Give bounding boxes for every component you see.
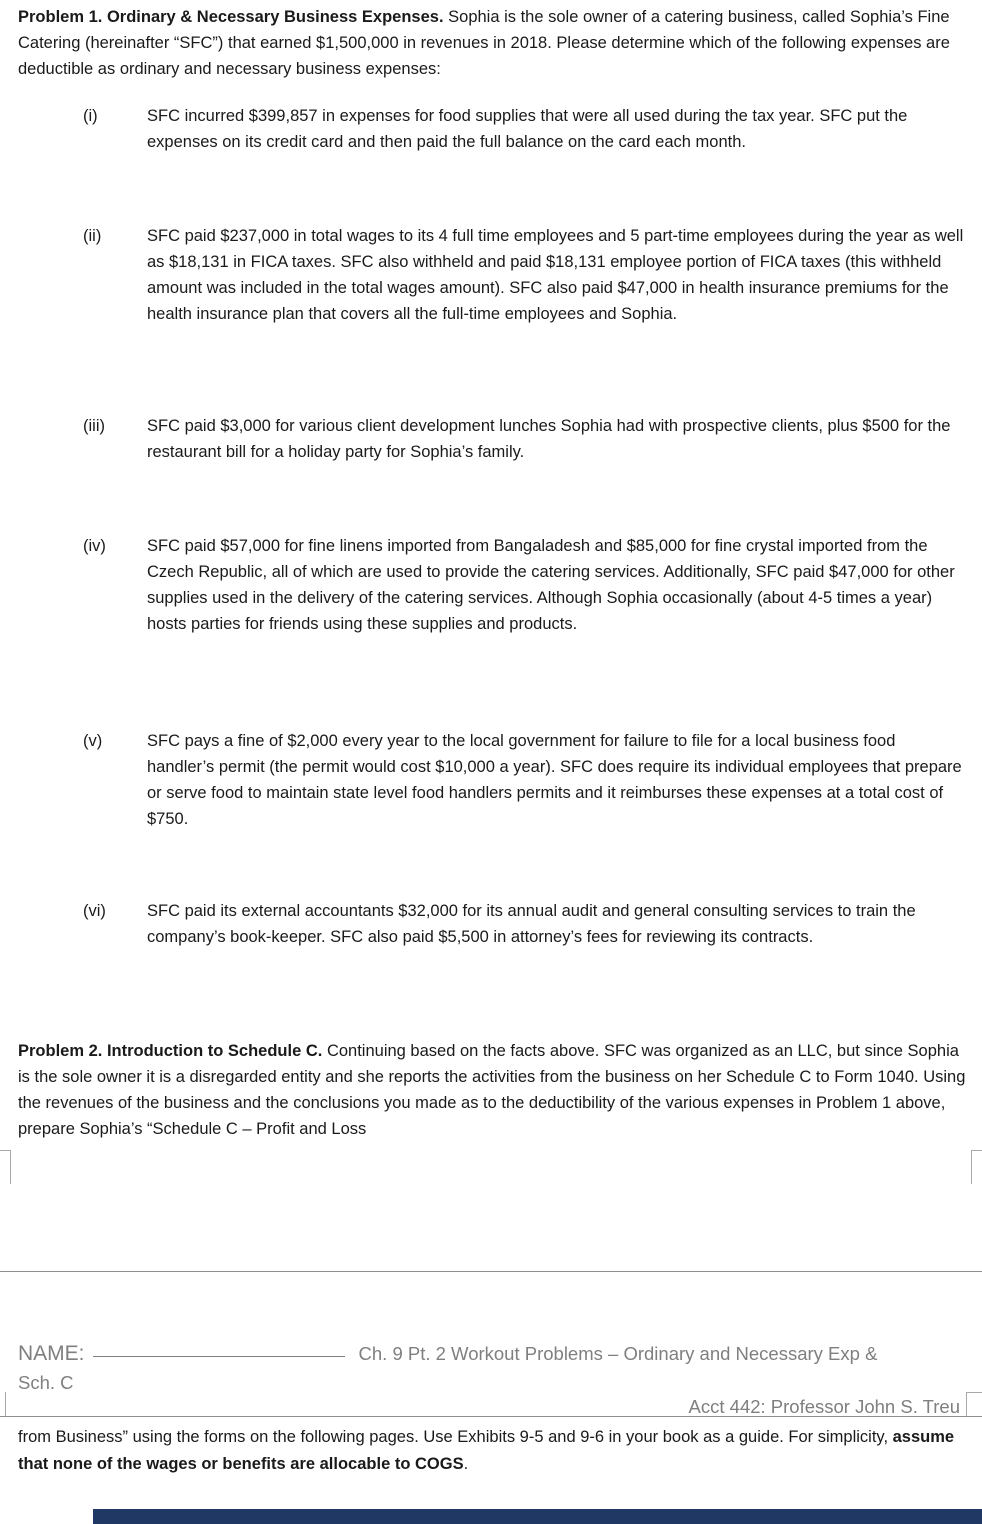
crop-mark-left-vertical	[10, 1150, 11, 1184]
list-item-vi-text: SFC paid its external accountants $32,000 for its annual audit and general consulting services to train the company’s book-keeper. SFC also paid $5,500 in attorney’s fees for reviewing its contracts.	[147, 902, 916, 946]
crop-mark-bottom-right-horizontal	[966, 1392, 982, 1393]
list-item-ii-text: SFC paid $237,000 in total wages to its 4 full time employees and 5 part-time employees during the year as well as $18,131 in FICA taxes. SFC also withheld and paid $18,131 employee portion of FICA taxes (this withheld amount was included in the total wages amount). SFC also paid $47,000 in health insurance premiums for the health insurance plan that covers all the full-time employees and Sophia.	[147, 227, 964, 323]
page-divider-line	[0, 1271, 982, 1272]
list-item-iii-text: SFC paid $3,000 for various client development lunches Sophia had with prospective clients, plus $500 for the restaurant bill for a holiday party for Sophia’s family.	[147, 417, 951, 461]
list-item-v-text: SFC pays a fine of $2,000 every year to the local government for failure to file for a local business food handler’s permit (the permit would cost $10,000 a year). SFC does require its individual employees that prepare or serve food to maintain state level food handlers permits and it reimburses these expenses at a total cost of $750.	[147, 732, 962, 828]
problem2-title: Problem 2. Introduction to Schedule C.	[18, 1042, 323, 1060]
list-item-vi-label: (vi)	[83, 902, 106, 920]
problem1-paragraph	[18, 4, 966, 82]
list-item-ii-label: (ii)	[83, 227, 102, 245]
list-item-iv	[83, 533, 965, 637]
next-page-table-header-bar	[93, 1509, 982, 1524]
list-item-v-label: (v)	[83, 732, 103, 750]
problem2-intro: Continuing based on the facts above. SFC was organized as an LLC, but since Sophia is the sole owner it is a disregarded entity and she reports the activities from the business on her Schedule C to Form 1040. Using the revenues of the business and the conclusions you made as to the deductibility of the various expenses in Problem 1 above, prepare Sophia’s “Schedule C – Profit and Loss	[18, 1042, 966, 1138]
crop-mark-left-horizontal	[0, 1150, 10, 1151]
problem1-title: Problem 1. Ordinary & Necessary Business Expenses.	[18, 8, 444, 26]
footer-divider-line	[0, 1416, 982, 1417]
list-item-i-label: (i)	[83, 107, 98, 125]
list-item-iii-label: (iii)	[83, 417, 105, 435]
problem1-intro: Sophia is the sole owner of a catering business, called Sophia’s Fine Catering (hereinafter “SFC”) that earned $1,500,000 in revenues in 2018. Please determine which of the following expenses are deductible as ordinary and necessary business expenses:	[18, 8, 950, 78]
continuation-bold: assume that none of the wages or benefits are allocable to COGS	[18, 1428, 955, 1473]
problem2-paragraph	[18, 1038, 966, 1142]
list-item-i	[83, 103, 965, 155]
list-item-i-text: SFC incurred $399,857 in expenses for food supplies that were all used during the tax year. SFC put the expenses on its credit card and then paid the full balance on the card each month.	[147, 107, 908, 151]
continuation-paragraph	[18, 1424, 966, 1478]
list-item-v	[83, 728, 965, 832]
list-item-ii	[83, 223, 965, 327]
name-blank-line	[93, 1355, 345, 1357]
crop-mark-bottom-left-vertical	[5, 1392, 6, 1417]
continuation-before-bold: from Business” using the forms on the following pages. Use Exhibits 9-5 and 9-6 in your book as a guide. For simplicity,	[18, 1428, 893, 1446]
list-item-iii	[83, 413, 965, 465]
crop-mark-right-vertical	[971, 1150, 972, 1184]
crop-mark-right-horizontal	[971, 1150, 982, 1151]
crop-mark-bottom-right-vertical	[966, 1392, 967, 1417]
continuation-after-bold: .	[463, 1455, 469, 1473]
name-label: NAME:	[18, 1342, 85, 1365]
list-item-vi	[83, 898, 965, 950]
course-title-line1: Ch. 9 Pt. 2 Workout Problems – Ordinary and Necessary Exp &	[358, 1343, 878, 1364]
course-title-line2: Sch. C	[18, 1372, 74, 1393]
professor-line: Acct 442: Professor John S. Treu	[688, 1396, 960, 1417]
list-item-iv-label: (iv)	[83, 537, 106, 555]
list-item-iv-text: SFC paid $57,000 for fine linens imported from Bangaladesh and $85,000 for fine crystal imported from the Czech Republic, all of which are used to provide the catering services. Additionally, SFC paid $47,000 for other supplies used in the delivery of the catering services. Although Sophia occasionally (about 4-5 times a year) hosts parties for friends using these supplies and products.	[147, 537, 955, 633]
name-row	[18, 1341, 966, 1367]
